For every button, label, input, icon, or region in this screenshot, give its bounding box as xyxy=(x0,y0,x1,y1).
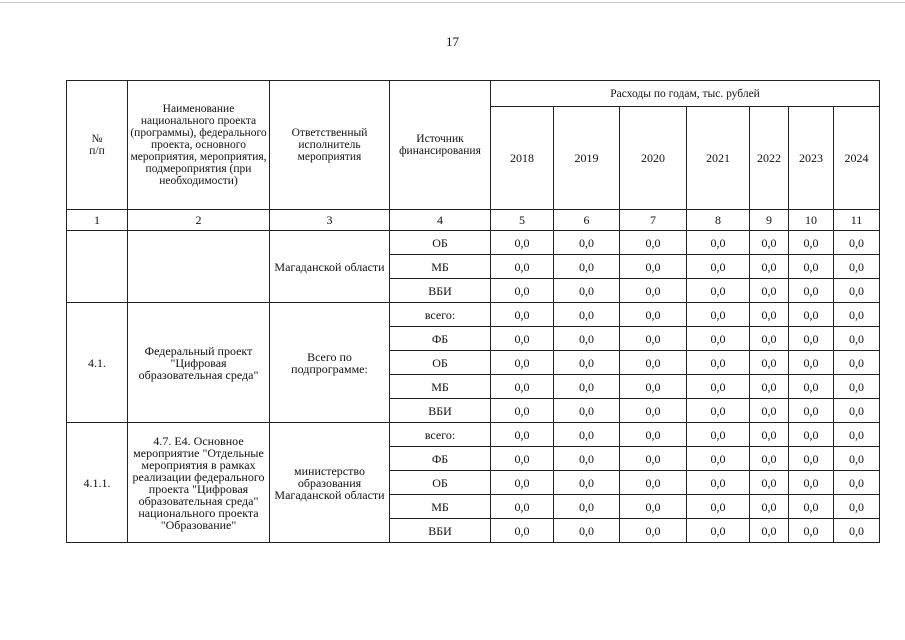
header-year: 2024 xyxy=(834,107,880,210)
expense-value: 0,0 xyxy=(620,303,687,327)
expense-value: 0,0 xyxy=(750,519,789,543)
funding-source: ОБ xyxy=(390,471,491,495)
expense-value: 0,0 xyxy=(554,279,620,303)
group-num: 4.1.1. xyxy=(67,423,128,543)
expense-value: 0,0 xyxy=(834,447,880,471)
header-executor: Ответственный исполнитель мероприятия xyxy=(270,81,390,210)
expense-value: 0,0 xyxy=(620,447,687,471)
expense-value: 0,0 xyxy=(620,279,687,303)
header-year: 2023 xyxy=(789,107,834,210)
expense-value: 0,0 xyxy=(687,519,750,543)
column-number: 3 xyxy=(270,210,390,231)
group-name: Федеральный проект "Цифровая образовательная среда" xyxy=(128,303,270,423)
header-num: № п/п xyxy=(67,81,128,210)
expense-value: 0,0 xyxy=(789,519,834,543)
page-number: 17 xyxy=(446,34,459,49)
header-source: Источник финансирования xyxy=(390,81,491,210)
funding-source: МБ xyxy=(390,375,491,399)
expense-value: 0,0 xyxy=(750,327,789,351)
expense-value: 0,0 xyxy=(789,423,834,447)
expense-value: 0,0 xyxy=(554,351,620,375)
column-number: 1 xyxy=(67,210,128,231)
header-year: 2020 xyxy=(620,107,687,210)
table-body xyxy=(67,231,880,543)
expense-value: 0,0 xyxy=(554,255,620,279)
table-row xyxy=(67,423,880,447)
expense-value: 0,0 xyxy=(620,495,687,519)
expense-value: 0,0 xyxy=(687,255,750,279)
expense-value: 0,0 xyxy=(789,351,834,375)
expense-value: 0,0 xyxy=(789,327,834,351)
expense-value: 0,0 xyxy=(687,327,750,351)
expense-value: 0,0 xyxy=(834,351,880,375)
expense-value: 0,0 xyxy=(491,399,554,423)
expense-value: 0,0 xyxy=(834,231,880,255)
column-number: 7 xyxy=(620,210,687,231)
expense-value: 0,0 xyxy=(834,279,880,303)
header-year: 2021 xyxy=(687,107,750,210)
expense-value: 0,0 xyxy=(491,495,554,519)
expense-value: 0,0 xyxy=(750,495,789,519)
expense-value: 0,0 xyxy=(687,471,750,495)
column-number: 2 xyxy=(128,210,270,231)
expense-value: 0,0 xyxy=(620,375,687,399)
column-numbers-row xyxy=(67,210,880,231)
expense-value: 0,0 xyxy=(554,495,620,519)
expense-value: 0,0 xyxy=(554,519,620,543)
expense-value: 0,0 xyxy=(620,351,687,375)
expense-value: 0,0 xyxy=(491,519,554,543)
budget-table xyxy=(66,80,880,543)
funding-source: ФБ xyxy=(390,327,491,351)
expense-value: 0,0 xyxy=(789,255,834,279)
expense-value: 0,0 xyxy=(789,495,834,519)
funding-source: всего: xyxy=(390,423,491,447)
funding-source: ФБ xyxy=(390,447,491,471)
expense-value: 0,0 xyxy=(789,303,834,327)
expense-value: 0,0 xyxy=(620,327,687,351)
funding-source: ВБИ xyxy=(390,279,491,303)
expense-value: 0,0 xyxy=(491,327,554,351)
expense-value: 0,0 xyxy=(789,399,834,423)
expense-value: 0,0 xyxy=(789,447,834,471)
group-num: 4.1. xyxy=(67,303,128,423)
expense-value: 0,0 xyxy=(750,447,789,471)
expense-value: 0,0 xyxy=(834,423,880,447)
expense-value: 0,0 xyxy=(491,375,554,399)
funding-source: всего: xyxy=(390,303,491,327)
expense-value: 0,0 xyxy=(834,495,880,519)
expense-value: 0,0 xyxy=(687,231,750,255)
expense-value: 0,0 xyxy=(687,351,750,375)
expense-value: 0,0 xyxy=(687,303,750,327)
column-number: 8 xyxy=(687,210,750,231)
table-row xyxy=(67,231,880,255)
expense-value: 0,0 xyxy=(620,471,687,495)
expense-value: 0,0 xyxy=(834,303,880,327)
expense-value: 0,0 xyxy=(620,255,687,279)
group-name xyxy=(128,231,270,303)
scan-edge-line xyxy=(0,2,905,3)
expense-value: 0,0 xyxy=(687,447,750,471)
header-expenses: Расходы по годам, тыс. рублей xyxy=(491,81,880,107)
expense-value: 0,0 xyxy=(620,423,687,447)
expense-value: 0,0 xyxy=(789,471,834,495)
column-number: 9 xyxy=(750,210,789,231)
expense-value: 0,0 xyxy=(491,303,554,327)
group-executor: министерство образования Магаданской области xyxy=(270,423,390,543)
expense-value: 0,0 xyxy=(620,399,687,423)
group-executor: Магаданской области xyxy=(270,231,390,303)
expense-value: 0,0 xyxy=(750,279,789,303)
header-year: 2018 xyxy=(491,107,554,210)
funding-source: ВБИ xyxy=(390,519,491,543)
expense-value: 0,0 xyxy=(750,399,789,423)
expense-value: 0,0 xyxy=(491,471,554,495)
expense-value: 0,0 xyxy=(554,399,620,423)
expense-value: 0,0 xyxy=(554,303,620,327)
expense-value: 0,0 xyxy=(554,447,620,471)
expense-value: 0,0 xyxy=(834,375,880,399)
expense-value: 0,0 xyxy=(789,231,834,255)
expense-value: 0,0 xyxy=(687,375,750,399)
expense-value: 0,0 xyxy=(750,351,789,375)
funding-source: ОБ xyxy=(390,231,491,255)
expense-value: 0,0 xyxy=(834,519,880,543)
header-name: Наименование национального проекта (программы), федерального проекта, основного мероприятия, мероприятия, подмероприятия (при необходимости) xyxy=(128,81,270,210)
column-number: 11 xyxy=(834,210,880,231)
column-number: 10 xyxy=(789,210,834,231)
expense-value: 0,0 xyxy=(491,231,554,255)
expense-value: 0,0 xyxy=(687,399,750,423)
expense-value: 0,0 xyxy=(750,231,789,255)
expense-value: 0,0 xyxy=(687,279,750,303)
expense-value: 0,0 xyxy=(554,375,620,399)
expense-value: 0,0 xyxy=(554,231,620,255)
expense-value: 0,0 xyxy=(491,423,554,447)
expense-value: 0,0 xyxy=(620,519,687,543)
expense-value: 0,0 xyxy=(834,327,880,351)
expense-value: 0,0 xyxy=(491,255,554,279)
expense-value: 0,0 xyxy=(620,231,687,255)
expense-value: 0,0 xyxy=(834,471,880,495)
expense-value: 0,0 xyxy=(834,399,880,423)
expense-value: 0,0 xyxy=(750,255,789,279)
funding-source: МБ xyxy=(390,495,491,519)
column-number: 4 xyxy=(390,210,491,231)
group-num xyxy=(67,231,128,303)
group-executor: Всего по подпрограмме: xyxy=(270,303,390,423)
expense-value: 0,0 xyxy=(750,423,789,447)
header-year: 2019 xyxy=(554,107,620,210)
column-number: 6 xyxy=(554,210,620,231)
funding-source: МБ xyxy=(390,255,491,279)
expense-value: 0,0 xyxy=(491,351,554,375)
column-number: 5 xyxy=(491,210,554,231)
expense-value: 0,0 xyxy=(834,255,880,279)
table-row xyxy=(67,303,880,327)
expense-value: 0,0 xyxy=(750,303,789,327)
expense-value: 0,0 xyxy=(491,279,554,303)
header-year: 2022 xyxy=(750,107,789,210)
expense-value: 0,0 xyxy=(687,423,750,447)
expense-value: 0,0 xyxy=(750,471,789,495)
expense-value: 0,0 xyxy=(789,375,834,399)
funding-source: ОБ xyxy=(390,351,491,375)
expense-value: 0,0 xyxy=(491,447,554,471)
expense-value: 0,0 xyxy=(789,279,834,303)
expense-value: 0,0 xyxy=(554,471,620,495)
expense-value: 0,0 xyxy=(750,375,789,399)
funding-source: ВБИ xyxy=(390,399,491,423)
expense-value: 0,0 xyxy=(554,327,620,351)
expense-value: 0,0 xyxy=(687,495,750,519)
group-name: 4.7. Е4. Основное мероприятие "Отдельные мероприятия в рамках реализации федерального проекта "Цифровая образовательная среда" национального проекта "Образование" xyxy=(128,423,270,543)
expense-value: 0,0 xyxy=(554,423,620,447)
